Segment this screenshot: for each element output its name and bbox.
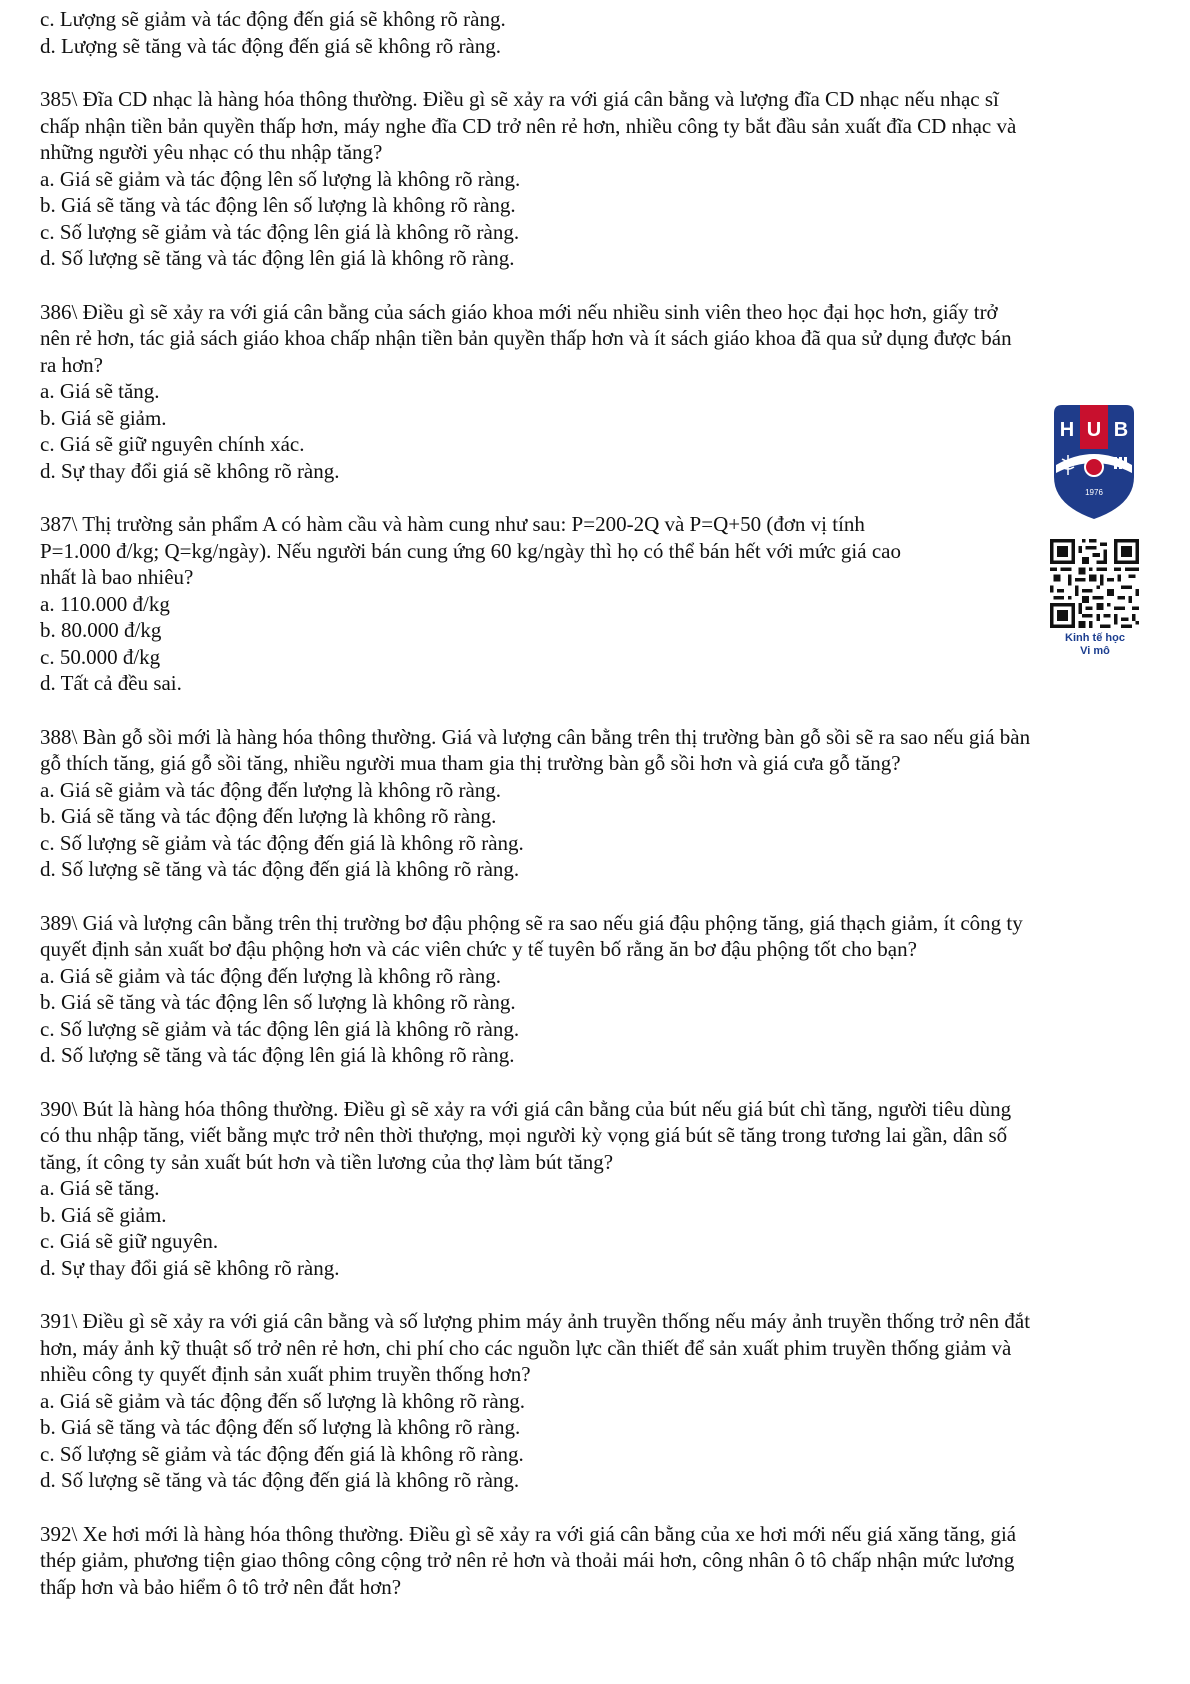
option-d: d. Tất cả đều sai. xyxy=(40,671,182,695)
logo-letter-h: H xyxy=(1059,419,1075,441)
qr-caption-line: Kinh tế học xyxy=(1065,632,1125,644)
question-stem-line: 385\ Đĩa CD nhạc là hàng hóa thông thường. Điều gì sẽ xảy ra với giá cân bằng và lượng đĩa CD nhạc nếu nhạc sĩ xyxy=(40,87,999,111)
option-a: a. Giá sẽ giảm và tác động đến số lượng là không rõ ràng. xyxy=(40,1388,525,1413)
option-d: d. Số lượng sẽ tăng và tác động lên giá là không rõ ràng. xyxy=(40,246,515,270)
option-a: a. Giá sẽ giảm và tác động đến lượng là không rõ ràng. xyxy=(40,963,502,988)
option-c: c. Giá sẽ giữ nguyên. xyxy=(40,1229,219,1253)
question-stem-line: chấp nhận tiền bản quyền thấp hơn, máy nghe đĩa CD trở nên rẻ hơn, nhiều công ty bắt đầu sản xuất đĩa CD nhạc và xyxy=(40,113,1017,138)
hub-university-logo xyxy=(1052,403,1136,521)
question-stem-line: 390\ Bút là hàng hóa thông thường. Điều gì sẽ xảy ra với giá cân bằng của bút nếu giá bút chì tăng, người tiêu dùng xyxy=(40,1096,1012,1121)
question-387 xyxy=(40,511,1170,697)
option-b: b. Giá sẽ tăng và tác động lên số lượng là không rõ ràng. xyxy=(40,193,516,217)
logo-year: 1976 xyxy=(1085,488,1103,497)
option-c: c. Số lượng sẽ giảm và tác động đến giá là không rõ ràng. xyxy=(40,830,524,855)
question-391 xyxy=(40,1308,1170,1494)
question-stem-line: ra hơn? xyxy=(40,352,103,377)
question-stem-line: 389\ Giá và lượng cân bằng trên thị trường bơ đậu phộng sẽ ra sao nếu giá đậu phộng tăng, giá thạch giảm, ít công ty xyxy=(40,910,1023,935)
document-page xyxy=(40,6,1170,1600)
question-stem-line: quyết định sản xuất bơ đậu phộng hơn và các viên chức y tế tuyên bố rằng ăn bơ đậu phộng tốt cho bạn? xyxy=(40,937,917,961)
option-c: c. Lượng sẽ giảm và tác động đến giá sẽ không rõ ràng. xyxy=(40,7,506,31)
option-b: b. Giá sẽ giảm. xyxy=(40,405,167,430)
question-stem-line: tăng, ít công ty sản xuất bút hơn và tiền lương của thợ làm bút tăng? xyxy=(40,1149,614,1174)
option-c: c. 50.000 đ/kg xyxy=(40,644,161,669)
option-c: c. Số lượng sẽ giảm và tác động đến giá là không rõ ràng. xyxy=(40,1441,524,1466)
question-stem-line: hơn, máy ảnh kỹ thuật số trở nên rẻ hơn, chi phí cho các nguồn lực cần thiết để sản xuất phim truyền thống giảm và xyxy=(40,1335,1012,1360)
question-stem-line: 387\ Thị trường sản phẩm A có hàm cầu và hàm cung như sau: P=200-2Q và P=Q+50 (đơn vị tính xyxy=(40,512,865,536)
question-stem-line: có thu nhập tăng, viết bằng mực trở nên thời thượng, mọi người kỳ vọng giá bút sẽ tăng trong tương lai gần, dân số xyxy=(40,1123,1008,1147)
option-d: d. Số lượng sẽ tăng và tác động lên giá là không rõ ràng. xyxy=(40,1043,515,1067)
option-a: a. Giá sẽ tăng. xyxy=(40,379,160,403)
qr-code-icon[interactable] xyxy=(1050,539,1139,628)
question-385 xyxy=(40,86,1170,272)
option-a: a. Giá sẽ giảm và tác động lên số lượng là không rõ ràng. xyxy=(40,166,521,191)
question-stem-line: 386\ Điều gì sẽ xảy ra với giá cân bằng của sách giáo khoa mới nếu nhiều sinh viên theo học đại học hơn, giấy trở xyxy=(40,299,998,324)
option-a: a. Giá sẽ tăng. xyxy=(40,1176,160,1200)
question-stem-line: gỗ thích tăng, giá gỗ sồi tăng, nhiều người mua tham gia thị trường bàn gỗ sồi hơn và giá cưa gỗ tăng? xyxy=(40,751,901,775)
question-stem-line: 388\ Bàn gỗ sồi mới là hàng hóa thông thường. Giá và lượng cân bằng trên thị trường bàn gỗ sồi sẽ ra sao nếu giá bàn xyxy=(40,724,1031,749)
question-stem-line: 391\ Điều gì sẽ xảy ra với giá cân bằng và số lượng phim máy ảnh truyền thống nếu máy ảnh truyền thống trở nên đắt xyxy=(40,1309,1031,1333)
question-stem-line: những người yêu nhạc có thu nhập tăng? xyxy=(40,140,383,164)
question-stem-line: P=1.000 đ/kg; Q=kg/ngày). Nếu người bán cung ứng 60 kg/ngày thì họ có thể bán hết với mức giá cao xyxy=(40,538,901,563)
option-b: b. Giá sẽ tăng và tác động đến lượng là không rõ ràng. xyxy=(40,804,497,828)
question-stem-line: nhất là bao nhiêu? xyxy=(40,565,194,589)
qr-caption-line: Vi mô xyxy=(1080,645,1110,657)
option-b: b. Giá sẽ tăng và tác động đến số lượng là không rõ ràng. xyxy=(40,1415,521,1439)
question-stem-line: thép giảm, phương tiện giao thông công cộng trở nên rẻ hơn và thoải mái hơn, công nhân ô tô chấp nhận mức lương xyxy=(40,1548,1015,1572)
question-388 xyxy=(40,724,1170,883)
option-b: b. Giá sẽ giảm. xyxy=(40,1202,167,1227)
option-d: d. Số lượng sẽ tăng và tác động đến giá là không rõ ràng. xyxy=(40,857,520,881)
option-c: c. Số lượng sẽ giảm và tác động lên giá là không rõ ràng. xyxy=(40,1016,520,1041)
option-d: d. Số lượng sẽ tăng và tác động đến giá là không rõ ràng. xyxy=(40,1468,520,1492)
question-stem-line: thấp hơn và bảo hiểm ô tô trở nên đắt hơn? xyxy=(40,1574,402,1599)
option-c: c. Số lượng sẽ giảm và tác động lên giá là không rõ ràng. xyxy=(40,219,520,244)
question-384-tail xyxy=(40,6,1170,59)
question-390 xyxy=(40,1096,1170,1282)
option-d: d. Lượng sẽ tăng và tác động đến giá sẽ không rõ ràng. xyxy=(40,33,502,58)
option-a: a. Giá sẽ giảm và tác động đến lượng là không rõ ràng. xyxy=(40,777,502,802)
option-d: d. Sự thay đổi giá sẽ không rõ ràng. xyxy=(40,1255,340,1280)
option-c: c. Giá sẽ giữ nguyên chính xác. xyxy=(40,432,305,456)
question-stem-line: nên rẻ hơn, tác giả sách giáo khoa chấp nhận tiền bản quyền thấp hơn và ít sách giáo khoa đã qua sử dụng được bán xyxy=(40,326,1012,350)
question-389 xyxy=(40,910,1170,1069)
option-b: b. 80.000 đ/kg xyxy=(40,618,162,642)
question-stem-line: 392\ Xe hơi mới là hàng hóa thông thường. Điều gì sẽ xảy ra với giá cân bằng của xe hơi mới nếu giá xăng tăng, giá xyxy=(40,1521,1017,1546)
logo-letter-b: B xyxy=(1113,419,1129,441)
option-d: d. Sự thay đổi giá sẽ không rõ ràng. xyxy=(40,458,340,483)
question-386 xyxy=(40,299,1170,485)
option-b: b. Giá sẽ tăng và tác động lên số lượng là không rõ ràng. xyxy=(40,990,516,1014)
logo-building-icon xyxy=(1114,457,1127,469)
qr-caption xyxy=(1040,632,1150,658)
logo-letter-u: U xyxy=(1086,419,1102,441)
question-stem-line: nhiều công ty quyết định sản xuất phim truyền thống hơn? xyxy=(40,1362,531,1386)
question-392 xyxy=(40,1521,1170,1601)
option-a: a. 110.000 đ/kg xyxy=(40,591,170,616)
logo-coin-icon xyxy=(1085,458,1103,476)
